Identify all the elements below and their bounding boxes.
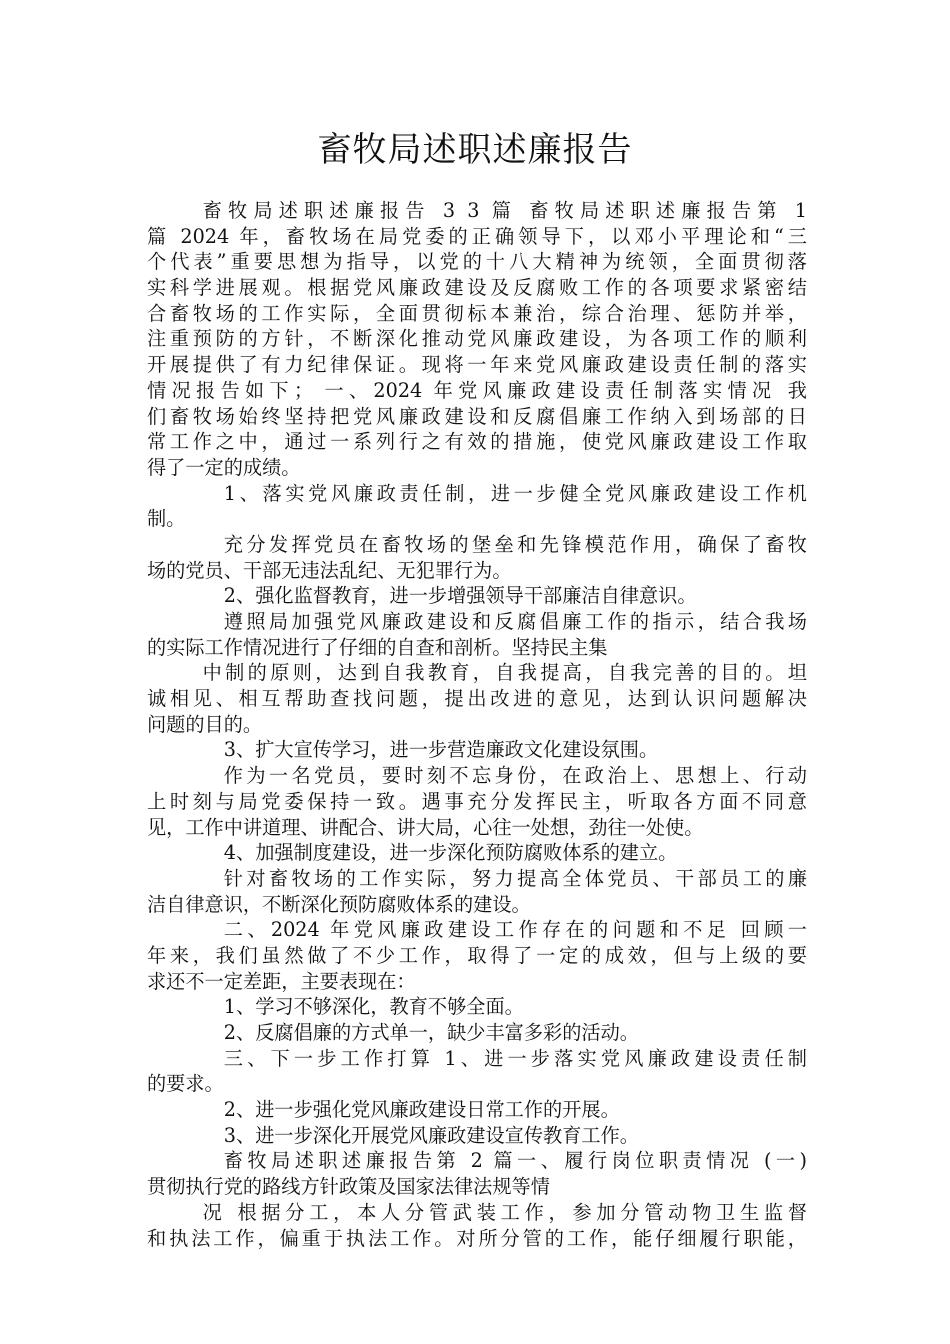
body-line: 畜牧局述职述廉报告 3 3 篇 畜牧局述职述廉报告第 1 — [202, 199, 807, 222]
body-line: 况 根据分工，本人分管武装工作，参加分管动物卫生监督 — [202, 1200, 807, 1224]
body-line: 篇 2024 年，畜牧场在局党委的正确领导下，以邓小平理论和“三 — [147, 224, 807, 248]
body-line: 二、2024 年党风廉政建设工作存在的问题和不足 回顾一 — [223, 918, 807, 942]
body-line: 中制的原则，达到自我教育，自我提高，自我完善的目的。坦 — [202, 661, 807, 685]
document-body — [147, 198, 807, 1251]
body-line: 见，工作中讲道理、讲配合、讲大局，心往一处想，劲往一处使。 — [147, 815, 704, 839]
body-line: 充分发挥党员在畜牧场的堡垒和先锋模范作用，确保了畜牧 — [223, 532, 807, 556]
body-line: 得了一定的成绩。 — [147, 455, 301, 479]
body-line: 和执法工作，偏重于执法工作。对所分管的工作，能仔细履行职能， — [147, 1226, 807, 1250]
body-line: 畜牧局述职述廉报告第 2 篇一、履行岗位职责情况 (一) — [223, 1149, 807, 1173]
body-line: 洁自律意识，不断深化预防腐败体系的建设。 — [147, 892, 531, 916]
body-line: 针对畜牧场的工作实际，努力提高全体党员、干部员工的廉 — [223, 866, 807, 890]
body-line: 1、学习不够深化，教育不够全面。 — [223, 995, 524, 1019]
body-line: 3、进一步深化开展党风廉政建设宣传教育工作。 — [223, 1123, 639, 1147]
body-line: 三、下一步工作打算 1、进一步落实党风廉政建设责任制 — [223, 1046, 807, 1070]
body-line: 2、强化监督教育，进一步增强领导干部廉洁自律意识。 — [223, 584, 697, 608]
body-line: 的要求。 — [147, 1072, 224, 1096]
body-line: 上时刻与局党委保持一致。遇事充分发挥民主，听取各方面不同意 — [147, 789, 807, 813]
document-title: 畜牧局述职述廉报告 — [317, 130, 633, 170]
body-line: 制。 — [147, 507, 186, 531]
body-line: 问题的目的。 — [147, 712, 263, 736]
body-line: 个代表”重要思想为指导，以党的十八大精神为统领，全面贯彻落 — [147, 250, 807, 274]
body-line: 场的党员、干部无违法乱纪、无犯罪行为。 — [147, 558, 512, 582]
body-line: 注重预防的方针，不断深化推动党风廉政建设，为各项工作的顺利 — [147, 327, 807, 351]
body-line: 情况报告如下； 一、2024 年党风廉政建设责任制落实情况 我 — [147, 378, 807, 402]
body-line: 开展提供了有力纪律保证。现将一年来党风廉政建设责任制的落实 — [147, 353, 807, 377]
body-line: 诚相见、相互帮助查找问题，提出改进的意见，达到认识问题解决 — [147, 687, 807, 711]
body-line: 求还不一定差距，主要表现在： — [147, 969, 416, 993]
body-line: 3、扩大宣传学习，进一步营造廉政文化建设氛围。 — [223, 738, 659, 762]
body-line: 作为一名党员，要时刻不忘身份，在政治上、思想上、行动 — [223, 764, 807, 788]
body-line: 常工作之中，通过一系列行之有效的措施，使党风廉政建设工作取 — [147, 430, 807, 454]
body-line: 合畜牧场的工作实际，全面贯彻标本兼治，综合治理、惩防并举， — [147, 301, 807, 325]
body-line: 2、进一步强化党风廉政建设日常工作的开展。 — [223, 1098, 620, 1122]
body-line: 1、落实党风廉政责任制，进一步健全党风廉政建设工作机 — [223, 481, 807, 505]
body-line: 实科学进展观。根据党风廉政建设及反腐败工作的各项要求紧密结 — [147, 276, 807, 300]
body-line: 们畜牧场始终坚持把党风廉政建设和反腐倡廉工作纳入到场部的日 — [147, 404, 807, 428]
body-line: 遵照局加强党风廉政建设和反腐倡廉工作的指示，结合我场 — [223, 610, 807, 633]
body-line: 贯彻执行党的路线方针政策及国家法律法规等情 — [147, 1175, 550, 1199]
body-line: 年来，我们虽然做了不少工作，取得了一定的成效，但与上级的要 — [147, 943, 807, 967]
body-line: 4、加强制度建设，进一步深化预防腐败体系的建立。 — [223, 841, 678, 865]
body-line: 的实际工作情况进行了仔细的自查和剖析。坚持民主集 — [147, 635, 608, 659]
body-line: 2、反腐倡廉的方式单一，缺少丰富多彩的活动。 — [223, 1021, 639, 1044]
